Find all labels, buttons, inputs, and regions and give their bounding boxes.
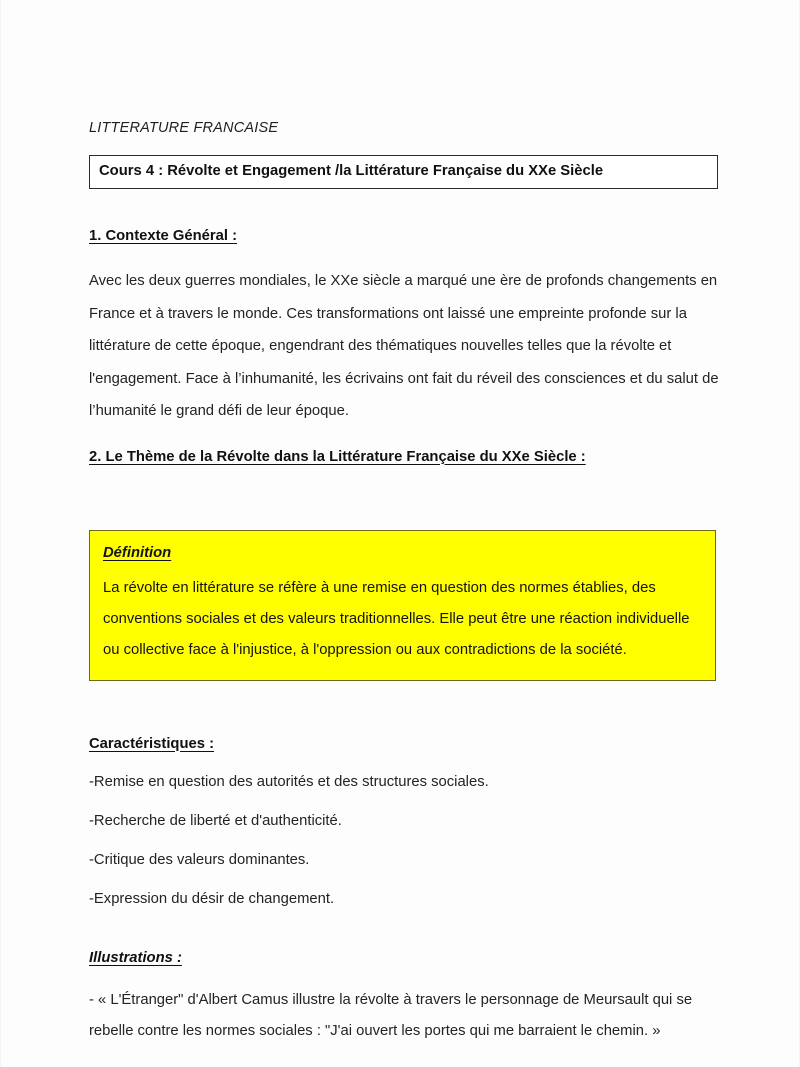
course-title-box <box>89 155 718 189</box>
sub-heading-caracteristiques: Caractéristiques : <box>89 735 215 752</box>
list-item: -Remise en question des autorités et des structures sociales. <box>89 773 489 790</box>
section-heading-contexte-general: 1. Contexte Général : <box>89 228 238 244</box>
paragraph-spacer <box>89 436 719 446</box>
definition-label: Définition <box>103 544 172 561</box>
list-item: -Expression du désir de changement. <box>89 890 335 907</box>
list-item: -Recherche de liberté et d'authenticité. <box>89 812 342 829</box>
definition-callout-box <box>89 530 716 681</box>
running-head: LITTERATURE FRANCAISE <box>89 120 279 136</box>
section-heading-theme-revolte: 2. Le Thème de la Révolte dans la Littérature Française du XXe Siècle : <box>89 448 586 465</box>
page-content-area <box>89 118 719 1047</box>
illustrations-paragraph: - « L'Étranger" d'Albert Camus illustre la révolte à travers le personnage de Meursault qui se rebelle contre les normes sociales : "J'ai ouvert les portes qui me barraient le chemin. » <box>89 991 693 1039</box>
sub-heading-illustrations: Illustrations : <box>89 949 182 966</box>
list-item: -Critique des valeurs dominantes. <box>89 851 310 868</box>
illustrations-spacer <box>89 927 719 947</box>
definition-spacer <box>89 681 719 733</box>
contexte-general-paragraph: Avec les deux guerres mondiales, le XXe siècle a marqué une ère de profonds changements en France et à travers le monde. Ces transformations ont laissé une empreinte profonde sur la littérature de cette époque, engendrant des thématiques nouvelles telles que la révolte et l'engagement. Face à l’inhumanité, les écrivains ont fait du réveil des consciences et du salut de l’humanité le grand défi de leur époque. <box>89 273 719 419</box>
definition-text: La révolte en littérature se réfère à une remise en question des normes établies, des conventions sociales et des valeurs traditionnelles. Elle peut être une réaction individuelle ou collective face à l'injustice, à l'oppression ou aux contradictions de la société. <box>103 579 690 658</box>
course-title-text: Cours 4 : Révolte et Engagement /la Littérature Française du XXe Siècle <box>99 163 604 179</box>
